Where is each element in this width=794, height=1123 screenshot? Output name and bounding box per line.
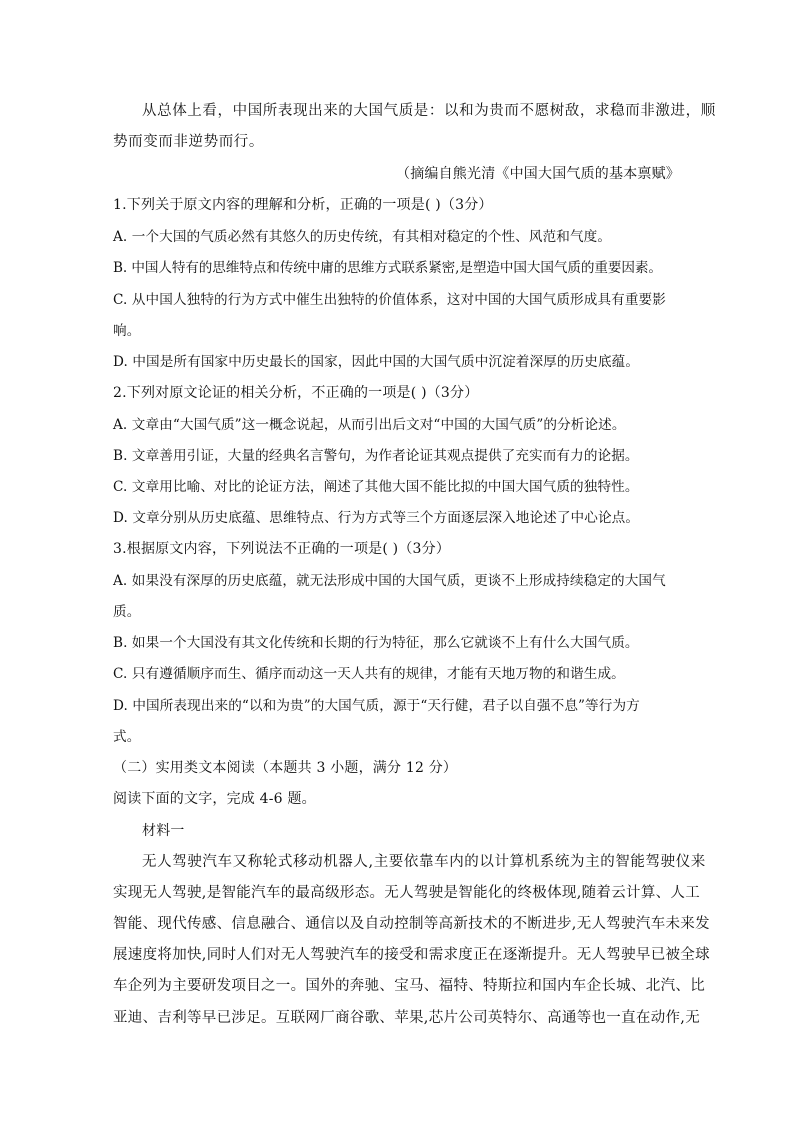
passage-line-2: 实现无人驾驶,是智能汽车的最高级形态。无人驾驶是智能化的终极体现,随着云计算、人工	[113, 885, 701, 901]
question-1-option-c-line-2: 响。	[113, 323, 141, 339]
section-2-heading: （二）实用类文本阅读（本题共 3 小题，满分 12 分）	[113, 760, 458, 776]
passage-line-5: 车企列为主要研发项目之一。国外的奔驰、宝马、福特、特斯拉和国内车企长城、北汽、比	[113, 978, 705, 994]
question-3-option-a-line-2: 质。	[113, 604, 141, 620]
question-1-option-d: D. 中国是所有国家中历史最长的国家，因此中国的大国气质中沉淀着深厚的历史底蕴。	[113, 354, 640, 370]
question-2-option-a: A. 文章由“大国气质”这一概念说起，从而引出后文对“中国的大国气质”的分析论述。	[113, 417, 626, 433]
question-3-option-a-line-1: A. 如果没有深厚的历史底蕴，就无法形成中国的大国气质，更谈不上形成持续稳定的大国气	[113, 573, 666, 589]
question-3-option-c: C. 只有遵循顺序而生、循序而动这一天人共有的规律，才能有天地万物的和谐生成。	[113, 666, 625, 682]
question-1-option-c-line-1: C. 从中国人独特的行为方式中催生出独特的价值体系，这对中国的大国气质形成具有重要影	[113, 292, 666, 308]
question-2-option-c: C. 文章用比喻、对比的论证方法，阐述了其他大国不能比拟的中国大国气质的独特性。	[113, 479, 639, 495]
source-citation: （摘编自熊光清《中国大国气质的基本禀赋》	[396, 166, 680, 182]
passage-line-1: 无人驾驶汽车又称轮式移动机器人,主要依靠车内的以计算机系统为主的智能驾驶仪来	[142, 854, 706, 870]
question-3-option-d-line-1: D. 中国所表现出来的“以和为贵”的大国气质，源于“天行健，君子以自强不息”等行为方	[113, 698, 640, 714]
material-1-label: 材料一	[142, 823, 185, 839]
question-2-stem: 2.下列对原文论证的相关分析，不正确的一项是( )（3分）	[113, 385, 479, 401]
intro-line-2: 势而变而非逆势而行。	[113, 134, 264, 150]
passage-line-3: 智能、现代传感、信息融合、通信以及自动控制等高新技术的不断进步,无人驾驶汽车未来发	[113, 916, 710, 932]
question-1-stem: 1.下列关于原文内容的理解和分析，正确的一项是( )（3分）	[113, 197, 493, 213]
question-3-stem: 3.根据原文内容，下列说法不正确的一项是( )（3分）	[113, 541, 451, 557]
passage-line-6: 亚迪、吉利等早已涉足。互联网厂商谷歌、苹果,芯片公司英特尔、高通等也一直在动作,无	[113, 1010, 701, 1026]
question-1-option-a: A. 一个大国的气质必然有其悠久的历史传统，有其相对稳定的个性、风范和气度。	[113, 229, 612, 245]
question-1-option-b: B. 中国人特有的思维特点和传统中庸的思维方式联系紧密,是塑造中国大国气质的重要因素。	[113, 260, 662, 276]
question-3-option-d-line-2: 式。	[113, 729, 141, 745]
question-3-option-b: B. 如果一个大国没有其文化传统和长期的行为特征，那么它就谈不上有什么大国气质。	[113, 635, 639, 651]
section-2-instruction: 阅读下面的文字，完成 4-6 题。	[113, 791, 316, 807]
question-2-option-b: B. 文章善用引证，大量的经典名言警句，为作者论证其观点提供了充实而有力的论据。	[113, 448, 639, 464]
intro-line-1: 从总体上看，中国所表现出来的大国气质是：以和为贵而不愿树敌，求稳而非激进，顺	[142, 103, 716, 119]
question-2-option-d: D. 文章分别从历史底蕴、思维特点、行为方式等三个方面逐层深入地论述了中心论点。	[113, 510, 640, 526]
passage-line-4: 展速度将加快,同时人们对无人驾驶汽车的接受和需求度正在逐渐提升。无人驾驶早已被全球	[113, 947, 710, 963]
